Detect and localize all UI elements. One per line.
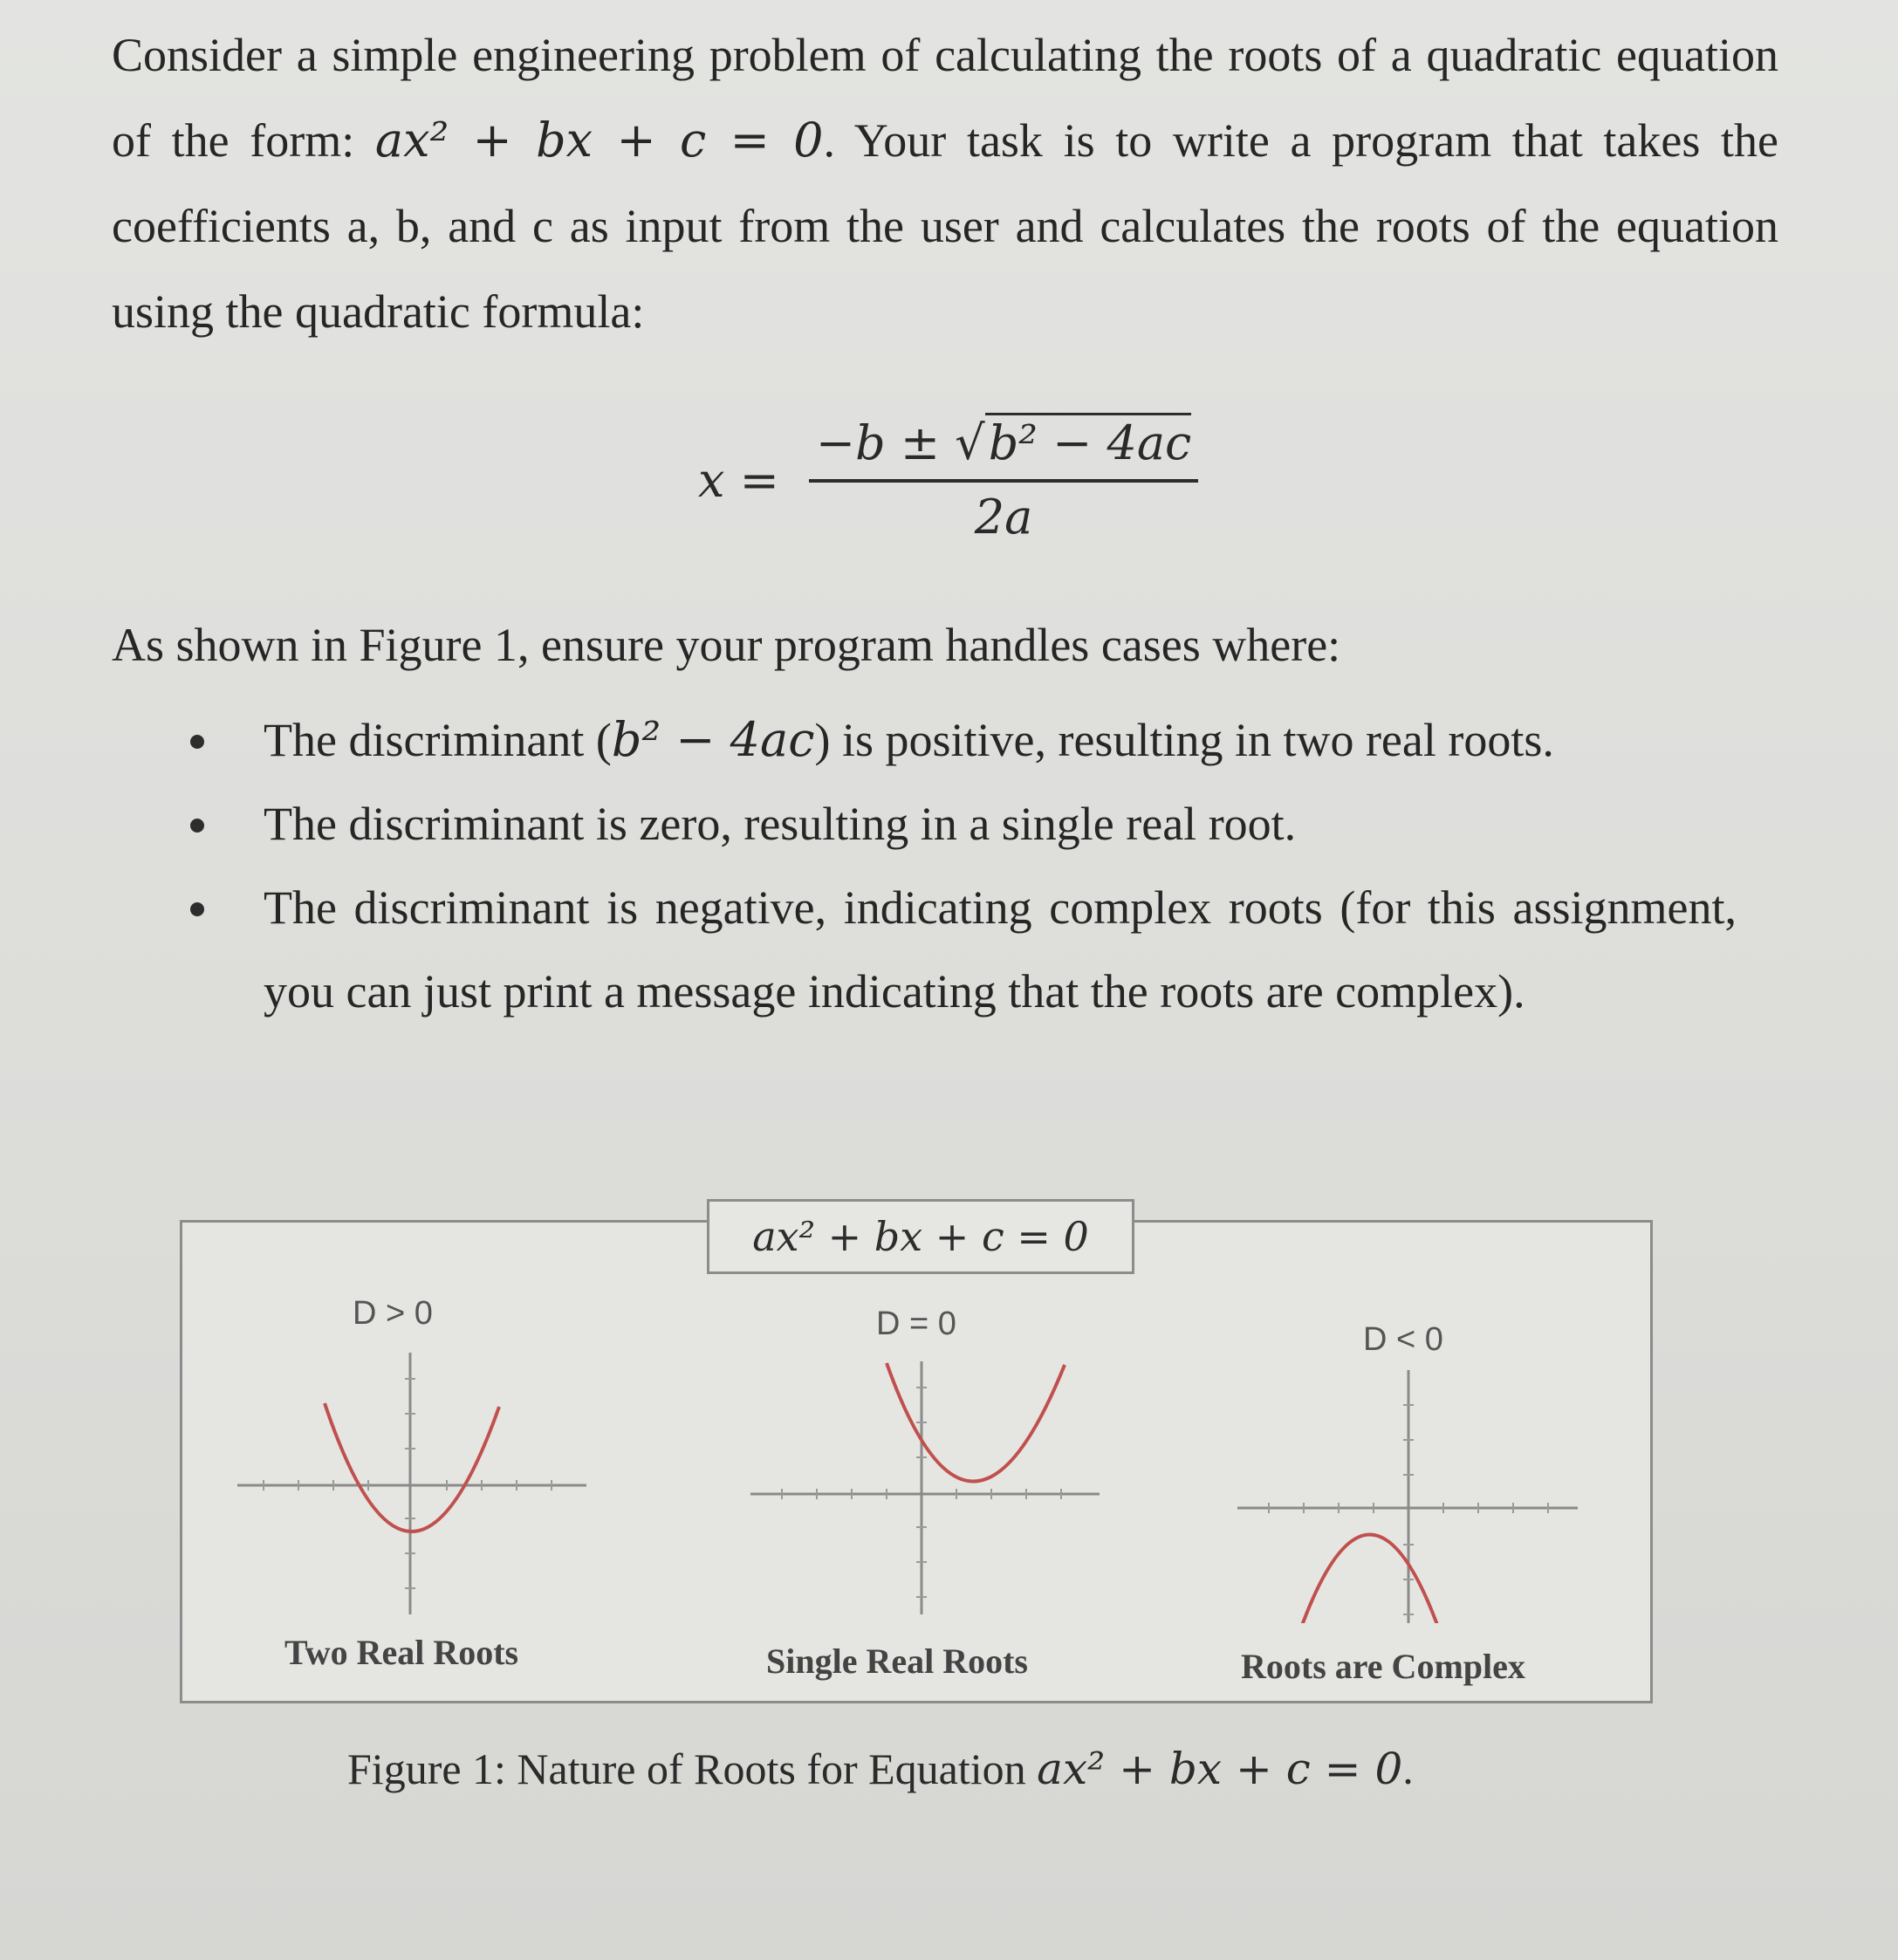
bullet-icon xyxy=(190,819,204,833)
formula-denominator: 2a xyxy=(974,490,1033,545)
panel-discriminant-label: D = 0 xyxy=(876,1306,956,1342)
panel-roots-label: Two Real Roots xyxy=(284,1633,519,1672)
bullet-1-text-a: The discriminant ( xyxy=(264,714,612,766)
list-item xyxy=(183,698,1737,782)
bullet-3-text: The discriminant is negative, indicating complex roots (for this assignment, you can just print a message indicating that the roots are complex). xyxy=(264,881,1737,1018)
caption-equation: ax² + bx + c = 0 xyxy=(1037,1744,1403,1794)
intro-equation: ax² + bx + c = 0 xyxy=(374,113,824,168)
parabola-curve xyxy=(887,1363,1065,1482)
bullet-2-text: The discriminant is zero, resulting in a single real root. xyxy=(264,798,1297,850)
cases-list xyxy=(183,698,1737,1033)
formula-radicand: b² − 4ac xyxy=(985,413,1192,470)
bullet-1-text-b: ) is positive, resulting in two real roots. xyxy=(814,714,1554,766)
intro-text-2: . Your task is to write a program that takes the coefficients a, b, and c as input from the user and calculates the roots of the equation using the quadratic formula: xyxy=(112,114,1778,338)
panel-discriminant-label: D < 0 xyxy=(1363,1321,1443,1358)
bullet-1-math: b² − 4ac xyxy=(611,712,815,767)
panel-complex-roots xyxy=(1229,1257,1648,1693)
panel-roots-label: Roots are Complex xyxy=(1241,1647,1525,1686)
graph-single-real-root xyxy=(742,1257,1161,1623)
bullet-icon xyxy=(190,902,204,916)
caption-text: Figure 1: Nature of Roots for Equation xyxy=(347,1744,1038,1793)
bullet-icon xyxy=(190,735,204,749)
formula-fraction xyxy=(809,415,1198,545)
parabola-curve xyxy=(1300,1534,1440,1623)
panel-roots-label: Single Real Roots xyxy=(766,1641,1028,1681)
intro-paragraph xyxy=(112,12,1778,354)
panel-two-real-roots xyxy=(229,1257,648,1693)
figure-equation-box: ax² + bx + c = 0 xyxy=(707,1199,1134,1274)
parabola-curve xyxy=(325,1403,499,1532)
formula-numerator xyxy=(809,415,1198,483)
graph-two-real-roots xyxy=(229,1257,648,1623)
panel-single-real-root xyxy=(742,1257,1161,1693)
panel-discriminant-label: D > 0 xyxy=(353,1295,433,1332)
intro-text-1: Consider a simple engineering problem of calculating the roots of a quadratic equation of the form: xyxy=(112,29,1778,167)
graph-complex-roots xyxy=(1229,1257,1648,1623)
formula-lhs: x = xyxy=(698,452,779,508)
cases-intro: As shown in Figure 1, ensure your program handles cases where: xyxy=(112,619,1341,671)
caption-end: . xyxy=(1402,1744,1414,1793)
figure-caption xyxy=(347,1744,1414,1794)
formula-numerator-prefix: −b ± √ xyxy=(815,415,985,470)
list-item xyxy=(183,866,1737,1033)
list-item xyxy=(183,782,1737,866)
quadratic-formula xyxy=(698,410,1198,550)
